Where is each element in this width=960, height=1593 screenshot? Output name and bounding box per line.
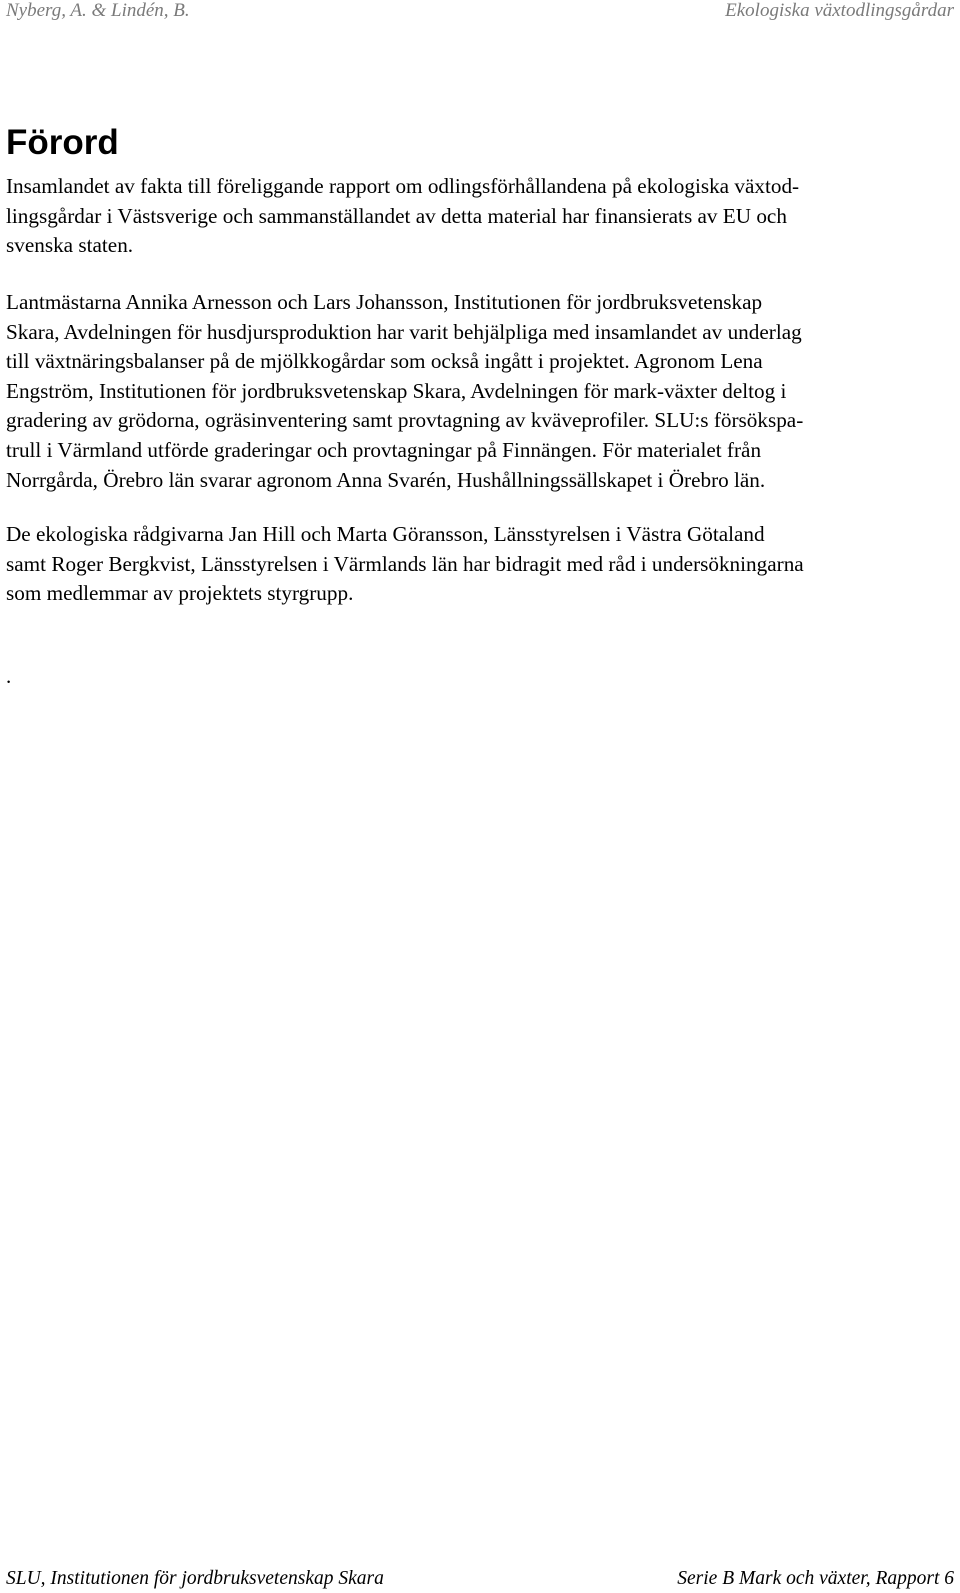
paragraph-line: svenska staten. bbox=[6, 233, 134, 258]
paragraph-line: Skara, Avdelningen för husdjursproduktion har varit behjälpliga med insamlandet av underlag bbox=[6, 319, 802, 344]
paragraph-funding bbox=[6, 172, 958, 261]
header-authors: Nyberg, A. & Lindén, B. bbox=[6, 0, 190, 21]
paragraph-steering-group bbox=[6, 520, 958, 609]
paragraph-line: lingsgårdar i Västsverige och sammanställandet av detta material har finansierats av EU och bbox=[6, 203, 787, 228]
paragraph-line: Lantmästarna Annika Arnesson och Lars Johansson, Institutionen för jordbruksvetenskap bbox=[6, 290, 763, 314]
page-title: Förord bbox=[6, 123, 119, 162]
paragraph-line: Norrgårda, Örebro län svarar agronom Anna Svarén, Hushållningssällskapet i Örebro län. bbox=[6, 467, 766, 492]
stray-period: . bbox=[6, 664, 12, 688]
paragraph-line: Insamlandet av fakta till föreliggande rapport om odlingsförhållandena på ekologiska växtod- bbox=[6, 174, 800, 198]
paragraph-line: trull i Värmland utförde graderingar och provtagningar på Finnängen. För materialet från bbox=[6, 437, 762, 462]
footer-institution: SLU, Institutionen för jordbruksvetenskap Skara bbox=[6, 1568, 384, 1589]
paragraph-line: samt Roger Bergkvist, Länsstyrelsen i Värmlands län har bidragit med råd i undersökningarna bbox=[6, 551, 804, 576]
paragraph-contributors bbox=[6, 288, 958, 495]
paragraph-line: som medlemmar av projektets styrgrupp. bbox=[6, 581, 354, 606]
header-report-title: Ekologiska växtodlingsgårdar bbox=[725, 0, 954, 21]
footer-series: Serie B Mark och växter, Rapport 6 bbox=[677, 1568, 954, 1589]
paragraph-line: gradering av grödorna, ogräsinventering samt provtagning av kväveprofiler. SLU:s försökspa- bbox=[6, 408, 804, 433]
paragraph-line: De ekologiska rådgivarna Jan Hill och Marta Göransson, Länsstyrelsen i Västra Götaland bbox=[6, 522, 765, 546]
paragraph-line: till växtnäringsbalanser på de mjölkkogårdar som också ingått i projektet. Agronom Lena bbox=[6, 349, 763, 374]
paragraph-line: Engström, Institutionen för jordbruksvetenskap Skara, Avdelningen för mark-växter deltog i bbox=[6, 378, 787, 403]
running-footer bbox=[6, 1567, 954, 1591]
running-header bbox=[6, 0, 954, 22]
